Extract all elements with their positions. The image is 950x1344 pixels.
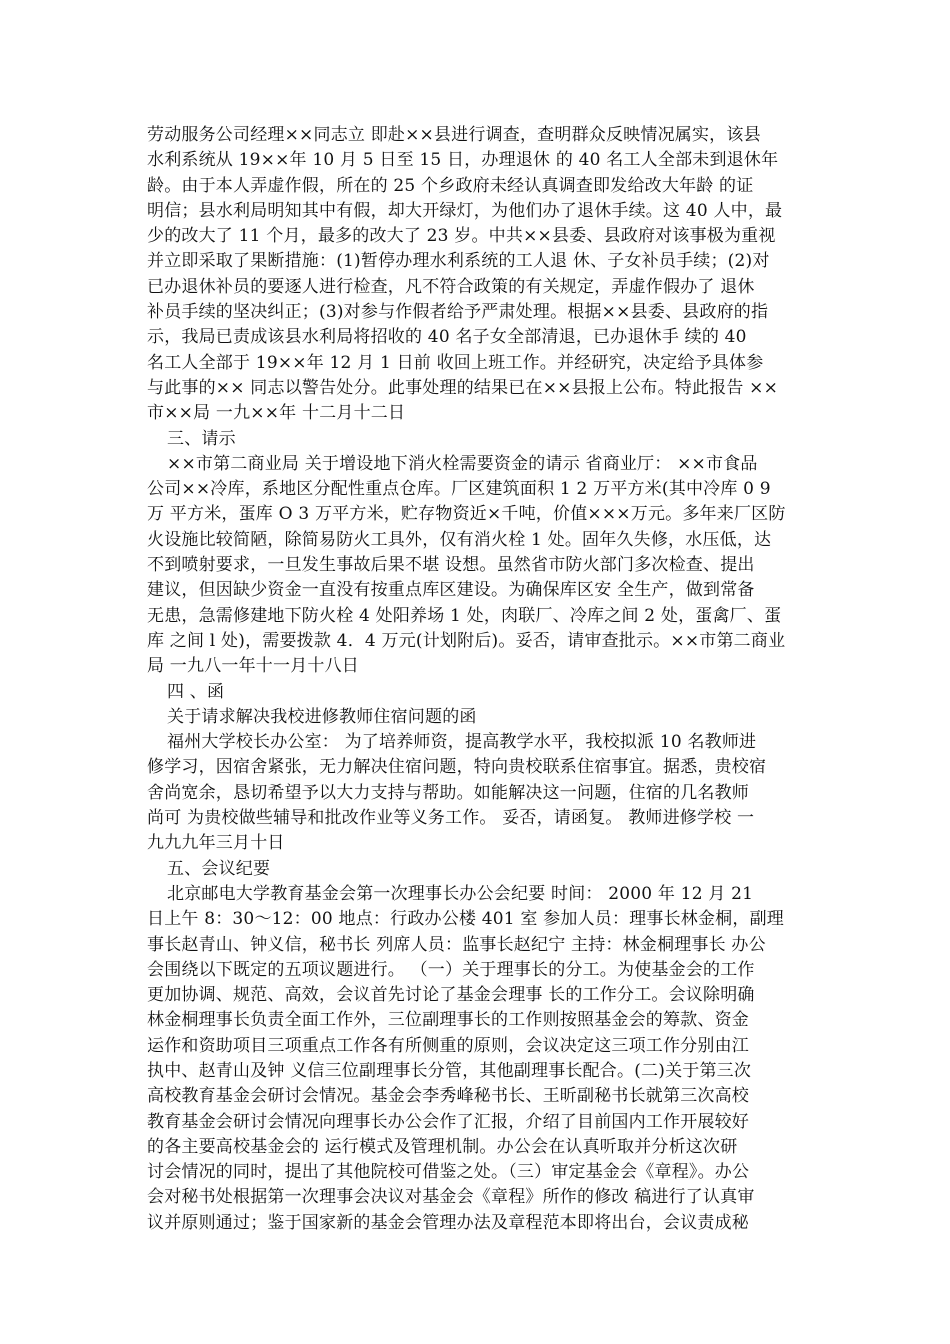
section-heading: 三、请示: [167, 428, 236, 449]
text-line: 会围绕以下既定的五项议题进行。 （一）关于理事长的分工。为使基金会的工作: [147, 959, 755, 980]
text-line: 讨会情况的同时，提出了其他院校可借鉴之处。（三）审定基金会《章程》。办公: [147, 1162, 750, 1183]
text-line: 教育基金会研讨会情况向理事长办公会作了汇报，介绍了目前国内工作开展较好: [147, 1111, 749, 1132]
text-line: 更加协调、规范、高效，会议首先讨论了基金会理事 长的工作分工。会议除明确: [147, 985, 755, 1006]
text-line: 执中、赵青山及钟 义信三位副理事长分管，其他副理事长配合。(二)关于第三次: [147, 1060, 752, 1081]
text-line: 已办退休补员的要逐人进行检查，凡不符合政策的有关规定，弄虚作假办了 退休: [147, 276, 755, 297]
text-line: 议并原则通过；鉴于国家新的基金会管理办法及章程范本即将出台，会议责成秘: [147, 1212, 749, 1233]
section-heading: 五、会议纪要: [167, 858, 271, 879]
text-line: 事长赵青山、钟义信，秘书长 列席人员：监事长赵纪宁 主持：林金桐理事长 办公: [147, 934, 766, 955]
text-line: 北京邮电大学教育基金会第一次理事长办公会纪要 时间： 2000 年 12 月 21: [167, 883, 754, 904]
text-line: 不到喷射要求，一旦发生事故后果不堪 设想。虽然省市防火部门多次检查、提出: [147, 555, 755, 576]
text-line: 九九九年三月十日: [147, 833, 285, 854]
text-line: 并立即采取了果断措施：(1)暂停办理水利系统的工人退 休、子女补员手续；(2)对: [147, 251, 770, 272]
text-line: 的各主要高校基金会的 运行模式及管理机制。办公会在认真听取并分析这次研: [147, 1136, 738, 1157]
text-line: 林金桐理事长负责全面工作外，三位副理事长的工作则按照基金会的筹款、资金: [147, 1010, 749, 1031]
text-line: 修学习，因宿舍紧张，无力解决住宿问题，特向贵校联系住宿事宜。据悉，贵校宿: [147, 757, 767, 778]
text-line: 尚可 为贵校做些辅导和批改作业等义务工作。 妥否，请函复。 教师进修学校 一: [147, 808, 755, 829]
text-line: 高校教育基金会研讨会情况。基金会李秀峰秘书长、王昕副秘书长就第三次高校: [147, 1086, 749, 1107]
text-line: 少的改大了 11 个月，最多的改大了 23 岁。中共××县委、县政府对该事极为重视: [147, 226, 776, 247]
text-line: 水利系统从 19××年 10 月 5 日至 15 日，办理退休 的 40 名工人全部未到退休年: [147, 150, 779, 171]
text-line: 劳动服务公司经理××同志立 即赴××县进行调查，查明群众反映情况属实，该县: [147, 125, 761, 145]
section-heading: 四 、函: [167, 681, 225, 702]
text-line: 明信；县水利局明知其中有假，却大开绿灯，为他们办了退休手续。这 40 人中，最: [147, 200, 783, 221]
text-line: 名工人全部于 19××年 12 月 1 日前 收回上班工作。并经研究，决定给予具体参: [147, 352, 764, 373]
text-line: 火设施比较简陋，除简易防火工具外，仅有消火栓 1 处。固年久失修，水压低，达: [147, 529, 772, 550]
text-line: 补员手续的坚决纠正；(3)对参与作假者给予严肃处理。根据××县委、县政府的指: [147, 302, 769, 323]
text-line: 局 一九八一年十一月十八日: [147, 656, 360, 677]
text-line: 福州大学校长办公室： 为了培养师资，提高教学水平，我校拟派 10 名教师进: [167, 732, 757, 753]
text-line: 建议，但因缺少资金一直没有按重点库区建设。为确保库区安 全生产，做到常备: [147, 580, 755, 601]
text-line: 与此事的×× 同志以警告处分。此事处理的结果已在××县报上公布。特此报告 ××: [147, 377, 779, 398]
text-line: 日上午 8：30～12：00 地点：行政办公楼 401 室 参加人员：理事长林金桐，副理: [147, 909, 784, 930]
text-line: ××市第二商业局 关于增设地下消火栓需要资金的请示 省商业厅： ××市食品: [167, 453, 758, 474]
text-line: 无患，急需修建地下防火栓 4 处阳养场 1 处，肉联厂、冷库之间 2 处，蛋禽厂、蛋: [147, 605, 782, 626]
text-line: 龄。由于本人弄虚作假，所在的 25 个乡政府未经认真调查即发给改大年龄 的证: [147, 175, 754, 196]
text-line: 万 平方米，蛋库 O 3 万平方米，贮存物资近×千吨，价值×××万元。多年来厂区防: [147, 504, 786, 525]
text-line: 市××局 一九××年 十二月十二日: [147, 403, 406, 424]
text-line: 舍尚宽余，恳切希望予以大力支持与帮助。如能解决这一问题，住宿的几名教师: [147, 782, 749, 803]
text-line: 关于请求解决我校进修教师住宿问题的函: [167, 706, 477, 727]
document-body: [147, 123, 809, 1236]
text-line: 会对秘书处根据第一次理事会决议对基金会《章程》所作的修改 稿进行了认真审: [147, 1187, 755, 1208]
text-line: 公司××冷库，系地区分配性重点仓库。厂区建筑面积 1 2 万平方米(其中冷库 0 9: [147, 479, 771, 500]
text-line: 库 之间 l 处)，需要拨款 4．4 万元(计划附后)。妥否，请审查批示。××市第二商业: [147, 630, 786, 651]
text-line: 示，我局已责成该县水利局将招收的 40 名子女全部清退，已办退休手 续的 40: [147, 327, 747, 348]
text-line: 运作和资助项目三项重点工作各有所侧重的原则，会议决定这三项工作分别由江: [147, 1035, 749, 1056]
